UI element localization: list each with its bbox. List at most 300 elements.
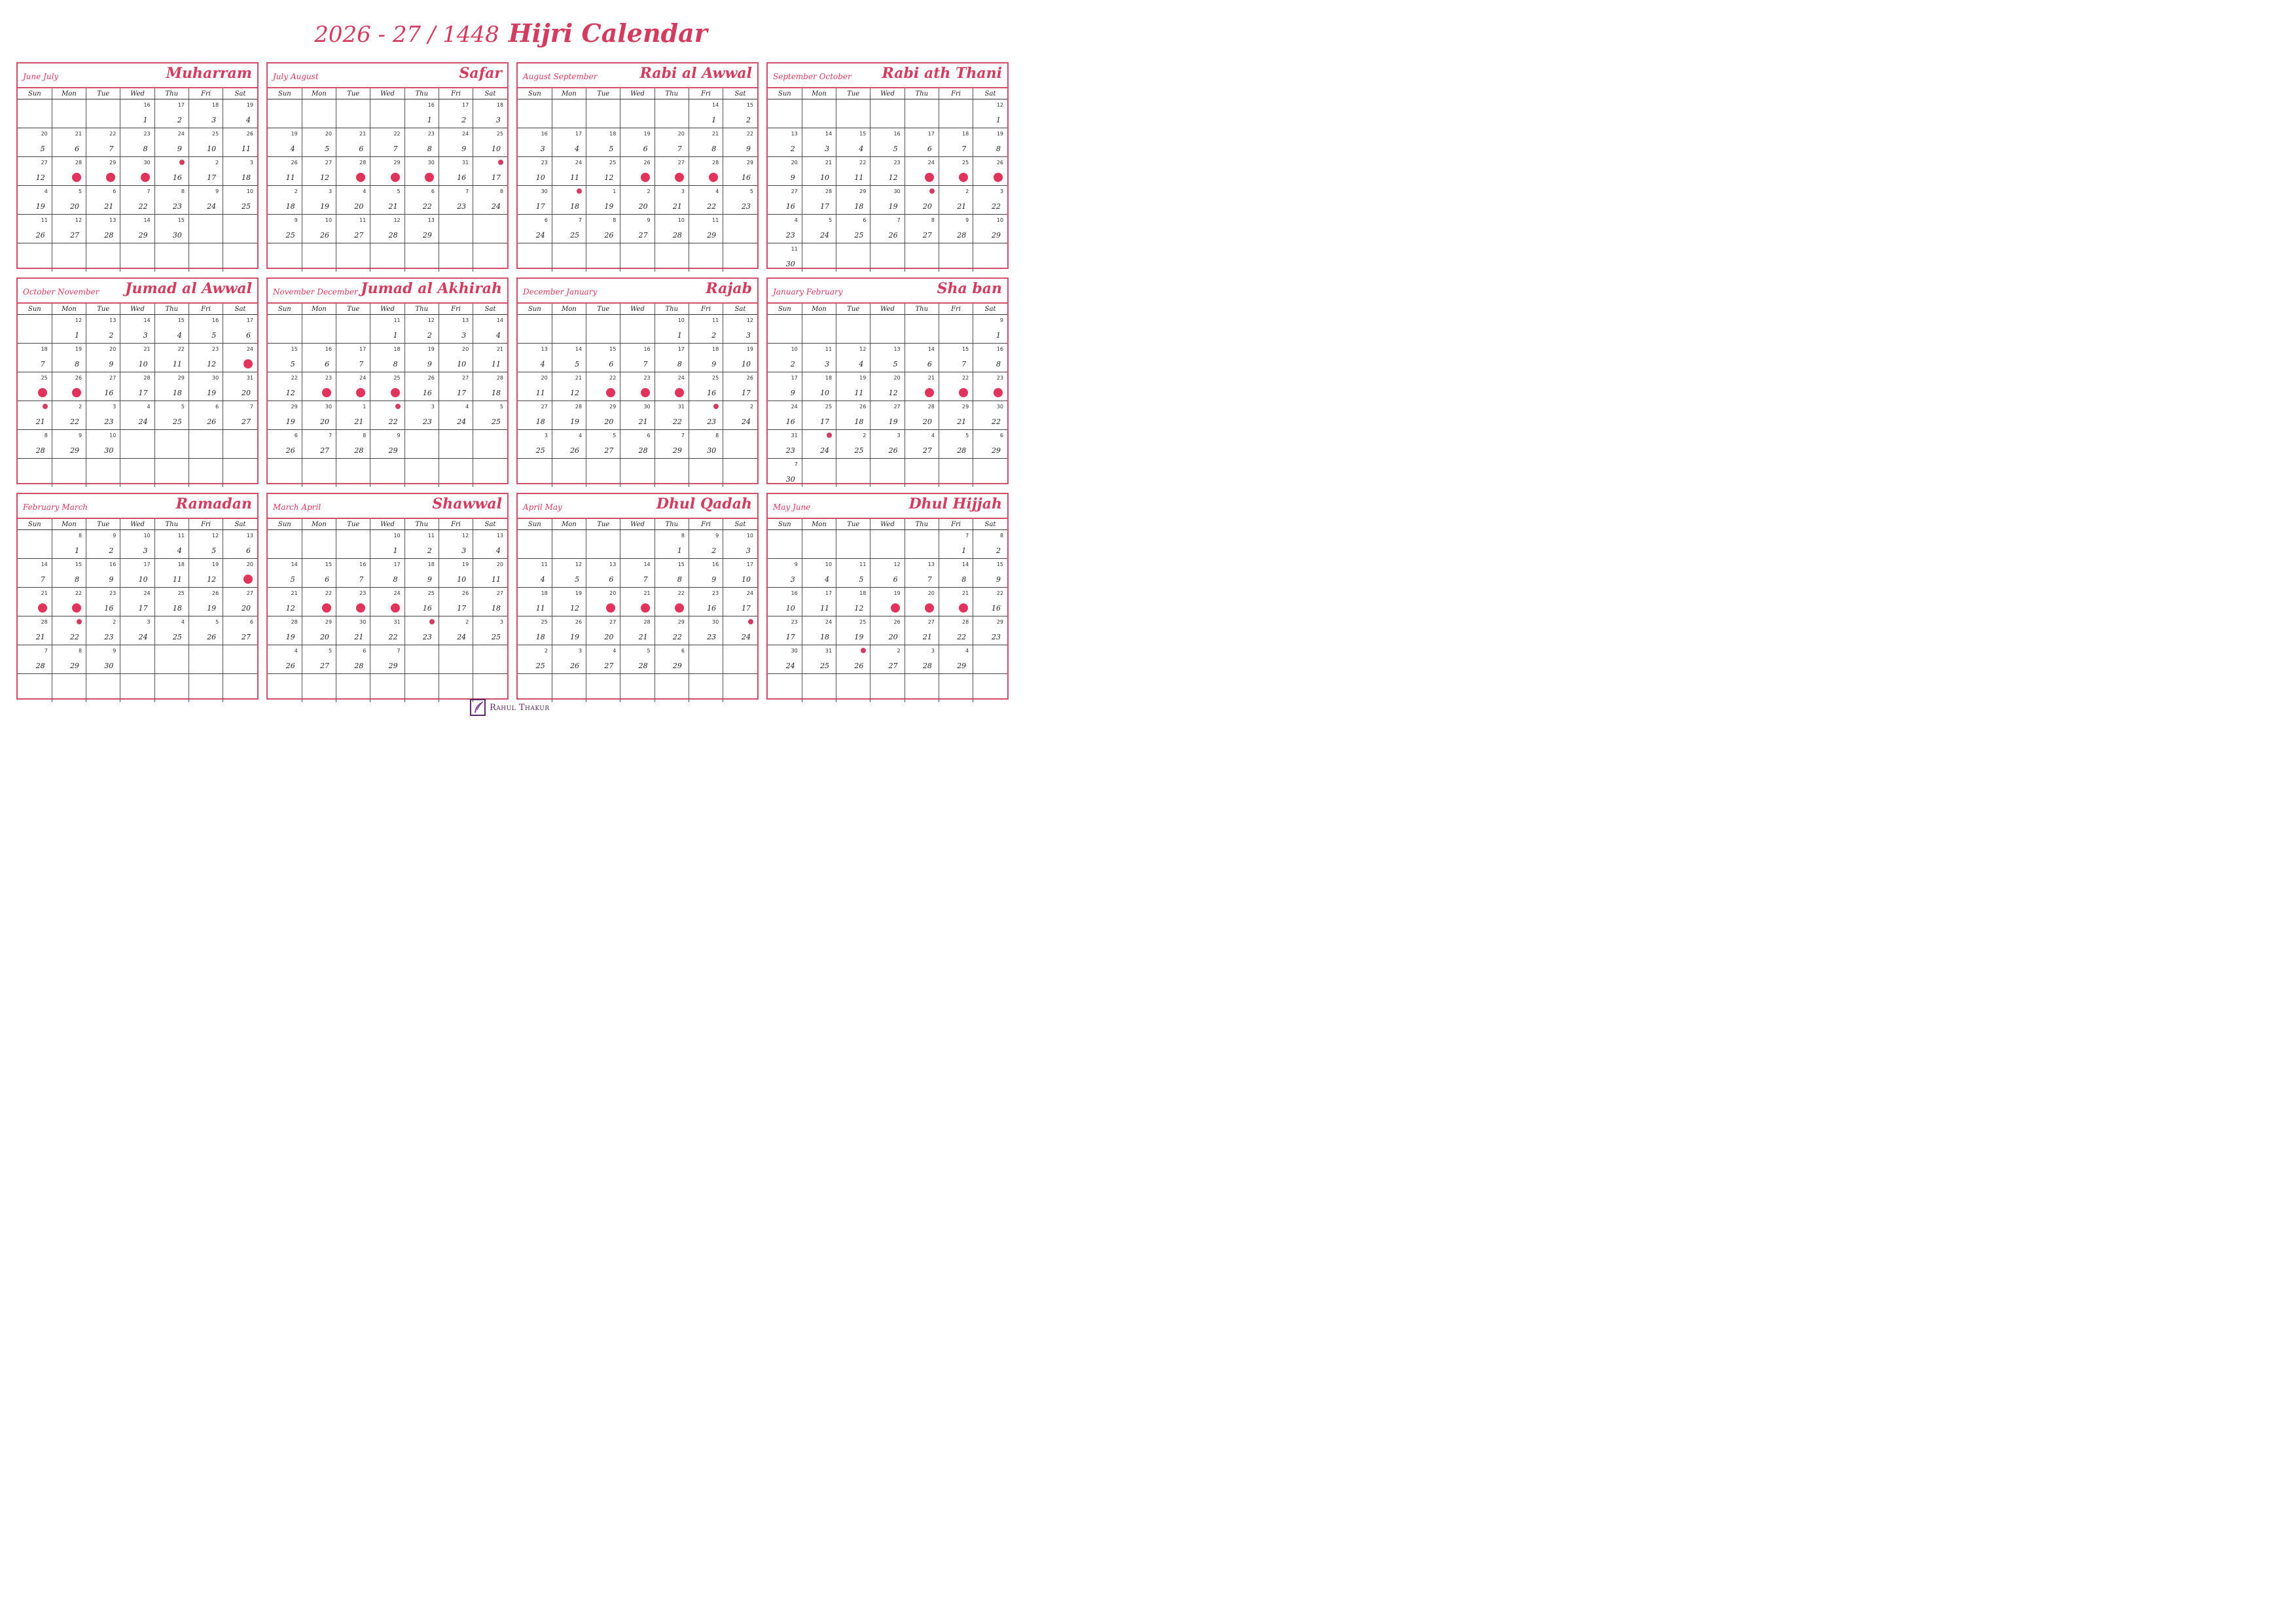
gregorian-date: 16 (325, 346, 332, 352)
brand-name: Rahul Thakur (490, 703, 550, 713)
day-cell (86, 128, 120, 157)
day-cell (620, 344, 655, 372)
gregorian-date: 2 (965, 188, 969, 194)
hijri-date: 29 (992, 231, 1001, 240)
gregorian-date: 2 (395, 404, 401, 409)
hijri-month-name: Muharram (166, 65, 252, 82)
day-cell (620, 99, 655, 128)
hijri-date: 19 (207, 389, 217, 397)
hijri-date: 27 (354, 231, 364, 240)
hijri-date: 11 (172, 360, 182, 368)
hijri-date: 16 (707, 604, 717, 613)
hijri-date: 15 (709, 174, 717, 181)
week-row (268, 616, 507, 645)
page-title (0, 18, 1022, 48)
gregorian-date: 12 (575, 562, 583, 567)
day-cell (154, 186, 188, 215)
day-cell (552, 315, 586, 344)
month-card (266, 493, 509, 700)
day-cell (52, 674, 86, 703)
hijri-date: 26 (207, 418, 217, 426)
week-row (518, 674, 757, 703)
day-cell (620, 645, 655, 674)
hijri-date: 20 (638, 202, 648, 211)
week-row (18, 315, 257, 344)
day-cell (870, 215, 905, 243)
hijri-date: 24 (138, 633, 148, 641)
day-cell (586, 674, 620, 703)
day-cell (473, 588, 507, 616)
day-cell (905, 459, 939, 488)
day-cell (655, 315, 689, 344)
day-cell (52, 157, 86, 186)
day-cell (655, 157, 689, 186)
gregorian-date: 20 (791, 160, 798, 166)
day-cell (586, 128, 620, 157)
day-cell (52, 530, 86, 559)
hijri-date: 6 (359, 145, 364, 153)
day-cell (370, 616, 404, 645)
day-cell (336, 215, 370, 243)
gregorian-date: 27 (609, 619, 617, 625)
day-cell (18, 645, 52, 674)
day-cell (370, 559, 404, 588)
hijri-date: 30 (104, 662, 114, 670)
gregorian-date: 31 (393, 619, 401, 625)
hijri-date: 7 (109, 145, 114, 153)
gregorian-date: 2 (294, 188, 298, 194)
day-cell (723, 157, 757, 186)
day-cell (939, 315, 973, 344)
gregorian-date: 5 (965, 433, 969, 438)
hijri-date: 24 (457, 418, 467, 426)
hijri-date: 12 (285, 389, 295, 397)
day-cell (52, 616, 86, 645)
day-cell (18, 401, 52, 430)
day-cell (154, 128, 188, 157)
weekday-header: Mon (802, 88, 836, 99)
weekday-header: Thu (154, 88, 188, 99)
hijri-date: 7 (40, 575, 45, 584)
day-cell (439, 459, 473, 488)
week-row (518, 459, 757, 488)
day-cell (120, 128, 154, 157)
day-cell (473, 559, 507, 588)
day-cell (802, 430, 836, 459)
hijri-date: 14 (925, 605, 933, 611)
week-row (18, 530, 257, 559)
day-cell (473, 459, 507, 488)
day-cell (439, 645, 473, 674)
gregorian-date: 22 (393, 131, 401, 137)
day-cell (370, 186, 404, 215)
day-cell (973, 588, 1007, 616)
hijri-date: 30 (707, 446, 717, 455)
hijri-date: 20 (242, 389, 251, 397)
gregorian-date: 8 (931, 217, 935, 223)
gregorian-date: 30 (712, 619, 719, 625)
gregorian-date: 25 (609, 160, 617, 166)
gregorian-date: 21 (359, 131, 367, 137)
day-cell (973, 315, 1007, 344)
hijri-date: 2 (711, 546, 717, 555)
month-card (766, 62, 1009, 269)
gregorian-date: 17 (177, 102, 185, 108)
week-row (268, 430, 507, 459)
gregorian-date: 21 (41, 590, 48, 596)
gregorian-date: 31 (462, 160, 469, 166)
day-cell (518, 315, 552, 344)
month-header (768, 63, 1007, 87)
day-cell (154, 530, 188, 559)
gregorian-date: 12 (893, 562, 901, 567)
hijri-date: 10 (820, 389, 830, 397)
hijri-date: 7 (927, 575, 932, 584)
day-cell (404, 530, 439, 559)
day-cell (439, 401, 473, 430)
hijri-date: 20 (354, 202, 364, 211)
day-cell (188, 128, 223, 157)
gregorian-date: 8 (681, 533, 685, 539)
hijri-date: 22 (672, 418, 682, 426)
hijri-date: 30 (785, 260, 795, 268)
weekday-header: Wed (870, 518, 905, 530)
day-cell (404, 157, 439, 186)
hijri-date: 7 (643, 575, 648, 584)
hijri-date: 28 (638, 662, 648, 670)
day-cell (802, 401, 836, 430)
hijri-date: 13 (925, 174, 933, 181)
gregorian-date: 6 (681, 648, 685, 654)
day-cell (518, 616, 552, 645)
day-cell (52, 430, 86, 459)
hijri-date: 24 (742, 633, 751, 641)
hijri-date: 8 (961, 575, 967, 584)
gregorian-date: 18 (177, 562, 185, 567)
day-cell (836, 588, 870, 616)
weekday-header: Thu (154, 518, 188, 530)
month-header (518, 494, 757, 518)
month-grid (518, 87, 757, 272)
day-cell (120, 430, 154, 459)
day-cell (268, 344, 302, 372)
weekday-header: Wed (120, 518, 154, 530)
day-cell (768, 99, 802, 128)
gregorian-date: 3 (544, 433, 548, 438)
day-cell (870, 459, 905, 488)
hijri-date: 14 (391, 174, 399, 181)
day-cell (768, 401, 802, 430)
month-card (266, 62, 509, 269)
week-row (268, 157, 507, 186)
month-header (268, 63, 507, 87)
day-cell (836, 243, 870, 272)
weekday-header: Sun (518, 303, 552, 315)
day-cell (370, 588, 404, 616)
week-row (18, 372, 257, 401)
day-cell (18, 674, 52, 703)
day-cell (836, 157, 870, 186)
gregorian-date: 15 (859, 131, 867, 137)
hijri-date: 5 (575, 360, 580, 368)
day-cell (655, 186, 689, 215)
hijri-date: 13 (244, 576, 252, 582)
gregorian-date: 10 (791, 346, 798, 352)
hijri-date: 10 (742, 575, 751, 584)
gregorian-date: 3 (431, 404, 435, 410)
hijri-date: 15 (391, 389, 399, 396)
hijri-date: 10 (492, 145, 501, 153)
day-cell (689, 186, 723, 215)
gregorian-date: 7 (249, 404, 253, 410)
gregorian-date: 26 (212, 590, 219, 596)
gregorian-date: 9 (113, 533, 117, 539)
gregorian-date: 12 (996, 102, 1003, 108)
day-cell (586, 559, 620, 588)
day-cell (552, 430, 586, 459)
day-cell (939, 559, 973, 588)
hijri-date: 24 (785, 662, 795, 670)
gregorian-date: 29 (859, 188, 867, 194)
gregorian-date: 27 (462, 375, 469, 381)
weekday-header: Tue (836, 88, 870, 99)
gregorian-date: 30 (541, 188, 548, 194)
gregorian-date: 3 (499, 619, 503, 625)
hijri-date: 5 (575, 575, 580, 584)
hijri-date: 11 (535, 604, 545, 613)
day-cell (620, 186, 655, 215)
gregorian-date: 4 (794, 217, 798, 223)
hijri-date: 12 (570, 389, 580, 397)
gregorian-date: 9 (78, 433, 82, 438)
week-row (268, 645, 507, 674)
gregorian-date: 31 (825, 648, 833, 654)
gregorian-date: 12 (746, 317, 753, 323)
gregorian-date: 26 (427, 375, 435, 381)
hijri-date: 15 (73, 605, 81, 611)
weekday-header: Mon (52, 518, 86, 530)
week-row (18, 459, 257, 488)
weekday-header: Fri (439, 518, 473, 530)
hijri-month-name: Jumad al Akhirah (361, 280, 502, 297)
day-cell (905, 215, 939, 243)
day-cell (370, 459, 404, 488)
day-cell (586, 530, 620, 559)
hijri-date: 11 (492, 575, 501, 584)
gregorian-date: 3 (147, 619, 151, 625)
month-header (18, 63, 257, 87)
hijri-date: 27 (604, 446, 614, 455)
gregorian-date: 18 (541, 590, 548, 596)
hijri-date: 10 (457, 575, 467, 584)
day-cell (439, 530, 473, 559)
hijri-date: 30 (785, 475, 795, 484)
day-cell (370, 215, 404, 243)
day-cell (439, 243, 473, 272)
hijri-date: 17 (535, 202, 545, 211)
day-cell (973, 243, 1007, 272)
day-cell (620, 459, 655, 488)
day-cell (723, 459, 757, 488)
day-cell (802, 215, 836, 243)
day-cell (336, 459, 370, 488)
day-cell (655, 372, 689, 401)
day-cell (689, 315, 723, 344)
day-cell (188, 372, 223, 401)
day-cell (836, 128, 870, 157)
weekday-header: Sun (518, 88, 552, 99)
day-cell (473, 530, 507, 559)
day-cell (18, 157, 52, 186)
day-cell (689, 430, 723, 459)
gregorian-date: 25 (859, 619, 867, 625)
gregorian-date: 19 (996, 131, 1003, 137)
gregorian-date: 14 (291, 562, 298, 567)
gregorian-date: 26 (462, 590, 469, 596)
gregorian-date: 22 (75, 590, 82, 596)
gregorian-date: 4 (294, 648, 298, 654)
hijri-date: 14 (641, 605, 649, 611)
gregorian-date: 20 (109, 346, 117, 352)
hijri-date: 8 (393, 575, 398, 584)
day-cell (336, 99, 370, 128)
day-cell (802, 616, 836, 645)
hijri-date: 19 (570, 633, 580, 641)
gregorian-date: 16 (791, 590, 798, 596)
gregorian-date: 28 (143, 375, 151, 381)
day-cell (404, 215, 439, 243)
day-cell (18, 430, 52, 459)
day-cell (370, 645, 404, 674)
gregorian-date: 18 (41, 346, 48, 352)
day-cell (86, 588, 120, 616)
gregorian-date: 17 (677, 346, 685, 352)
gregorian-date: 14 (927, 346, 935, 352)
hijri-date: 4 (177, 331, 182, 340)
week-row (768, 645, 1007, 674)
day-cell (939, 372, 973, 401)
day-cell (655, 645, 689, 674)
gregorian-date: 13 (462, 317, 469, 323)
day-cell (973, 215, 1007, 243)
weekday-header: Sun (768, 88, 802, 99)
day-cell (939, 645, 973, 674)
gregorian-date: 9 (294, 217, 298, 223)
gregorian-date: 2 (647, 188, 651, 194)
hijri-date: 19 (320, 202, 330, 211)
gregorian-date: 2 (897, 648, 901, 654)
day-cell (439, 430, 473, 459)
hijri-date: 20 (320, 418, 330, 426)
hijri-date: 6 (609, 360, 614, 368)
day-cell (655, 430, 689, 459)
month-grid (518, 518, 757, 702)
gregorian-date: 13 (791, 131, 798, 137)
day-cell (86, 559, 120, 588)
day-cell (336, 616, 370, 645)
hijri-date: 27 (70, 231, 80, 240)
hijri-date: 9 (461, 145, 467, 153)
hijri-date: 7 (393, 145, 398, 153)
hijri-date: 24 (207, 202, 217, 211)
day-cell (302, 459, 336, 488)
gregorian-date: 1 (363, 404, 367, 410)
hijri-date: 15 (675, 605, 683, 611)
weekday-header: Sun (18, 303, 52, 315)
day-cell (723, 559, 757, 588)
day-cell (18, 128, 52, 157)
month-grid (268, 87, 507, 272)
hijri-date: 22 (70, 418, 80, 426)
day-cell (723, 344, 757, 372)
week-row (768, 157, 1007, 186)
day-cell (836, 215, 870, 243)
day-cell (268, 645, 302, 674)
weekday-header: Sat (973, 88, 1007, 99)
day-cell (223, 215, 257, 243)
gregorian-date: 1 (713, 404, 719, 409)
week-row (518, 128, 757, 157)
hijri-date: 22 (138, 202, 148, 211)
gregorian-date: 15 (996, 562, 1003, 567)
day-cell (973, 645, 1007, 674)
weekday-header: Sat (973, 303, 1007, 315)
day-cell (188, 186, 223, 215)
day-cell (473, 616, 507, 645)
day-cell (518, 645, 552, 674)
hijri-date: 12 (35, 173, 45, 182)
day-cell (302, 215, 336, 243)
day-cell (188, 243, 223, 272)
day-cell (120, 459, 154, 488)
hijri-month-name: Safar (459, 65, 502, 82)
gregorian-date: 19 (75, 346, 82, 352)
gregorian-date: 25 (541, 619, 548, 625)
gregorian-date: 29 (325, 619, 332, 625)
gregorian-date: 23 (325, 375, 332, 381)
gregorian-date: 25 (427, 590, 435, 596)
day-cell (120, 401, 154, 430)
gregorian-date: 4 (147, 404, 151, 410)
gregorian-date: 24 (143, 590, 151, 596)
gregorian-date: 4 (715, 188, 719, 194)
gregorian-date: 25 (212, 131, 219, 137)
hijri-date: 9 (177, 145, 182, 153)
week-row (768, 674, 1007, 703)
gregorian-date: 4 (44, 188, 48, 194)
day-cell (86, 243, 120, 272)
day-cell (870, 243, 905, 272)
hijri-date: 26 (888, 446, 898, 455)
gregorian-date: 26 (246, 131, 253, 137)
gregorian-date: 18 (427, 562, 435, 567)
hijri-date: 27 (922, 446, 932, 455)
day-cell (18, 372, 52, 401)
gregorian-date: 5 (828, 217, 833, 223)
gregorian-date: 25 (825, 404, 833, 410)
day-cell (473, 215, 507, 243)
gregorian-date: 4 (181, 619, 185, 625)
day-cell (52, 243, 86, 272)
hijri-date: 1 (427, 116, 432, 124)
day-cell (370, 530, 404, 559)
hijri-date: 6 (325, 575, 330, 584)
gregorian-date: 15 (962, 346, 969, 352)
day-cell (188, 459, 223, 488)
day-cell (439, 674, 473, 703)
hijri-date: 18 (242, 173, 251, 182)
gregorian-date: 1 (77, 619, 82, 624)
